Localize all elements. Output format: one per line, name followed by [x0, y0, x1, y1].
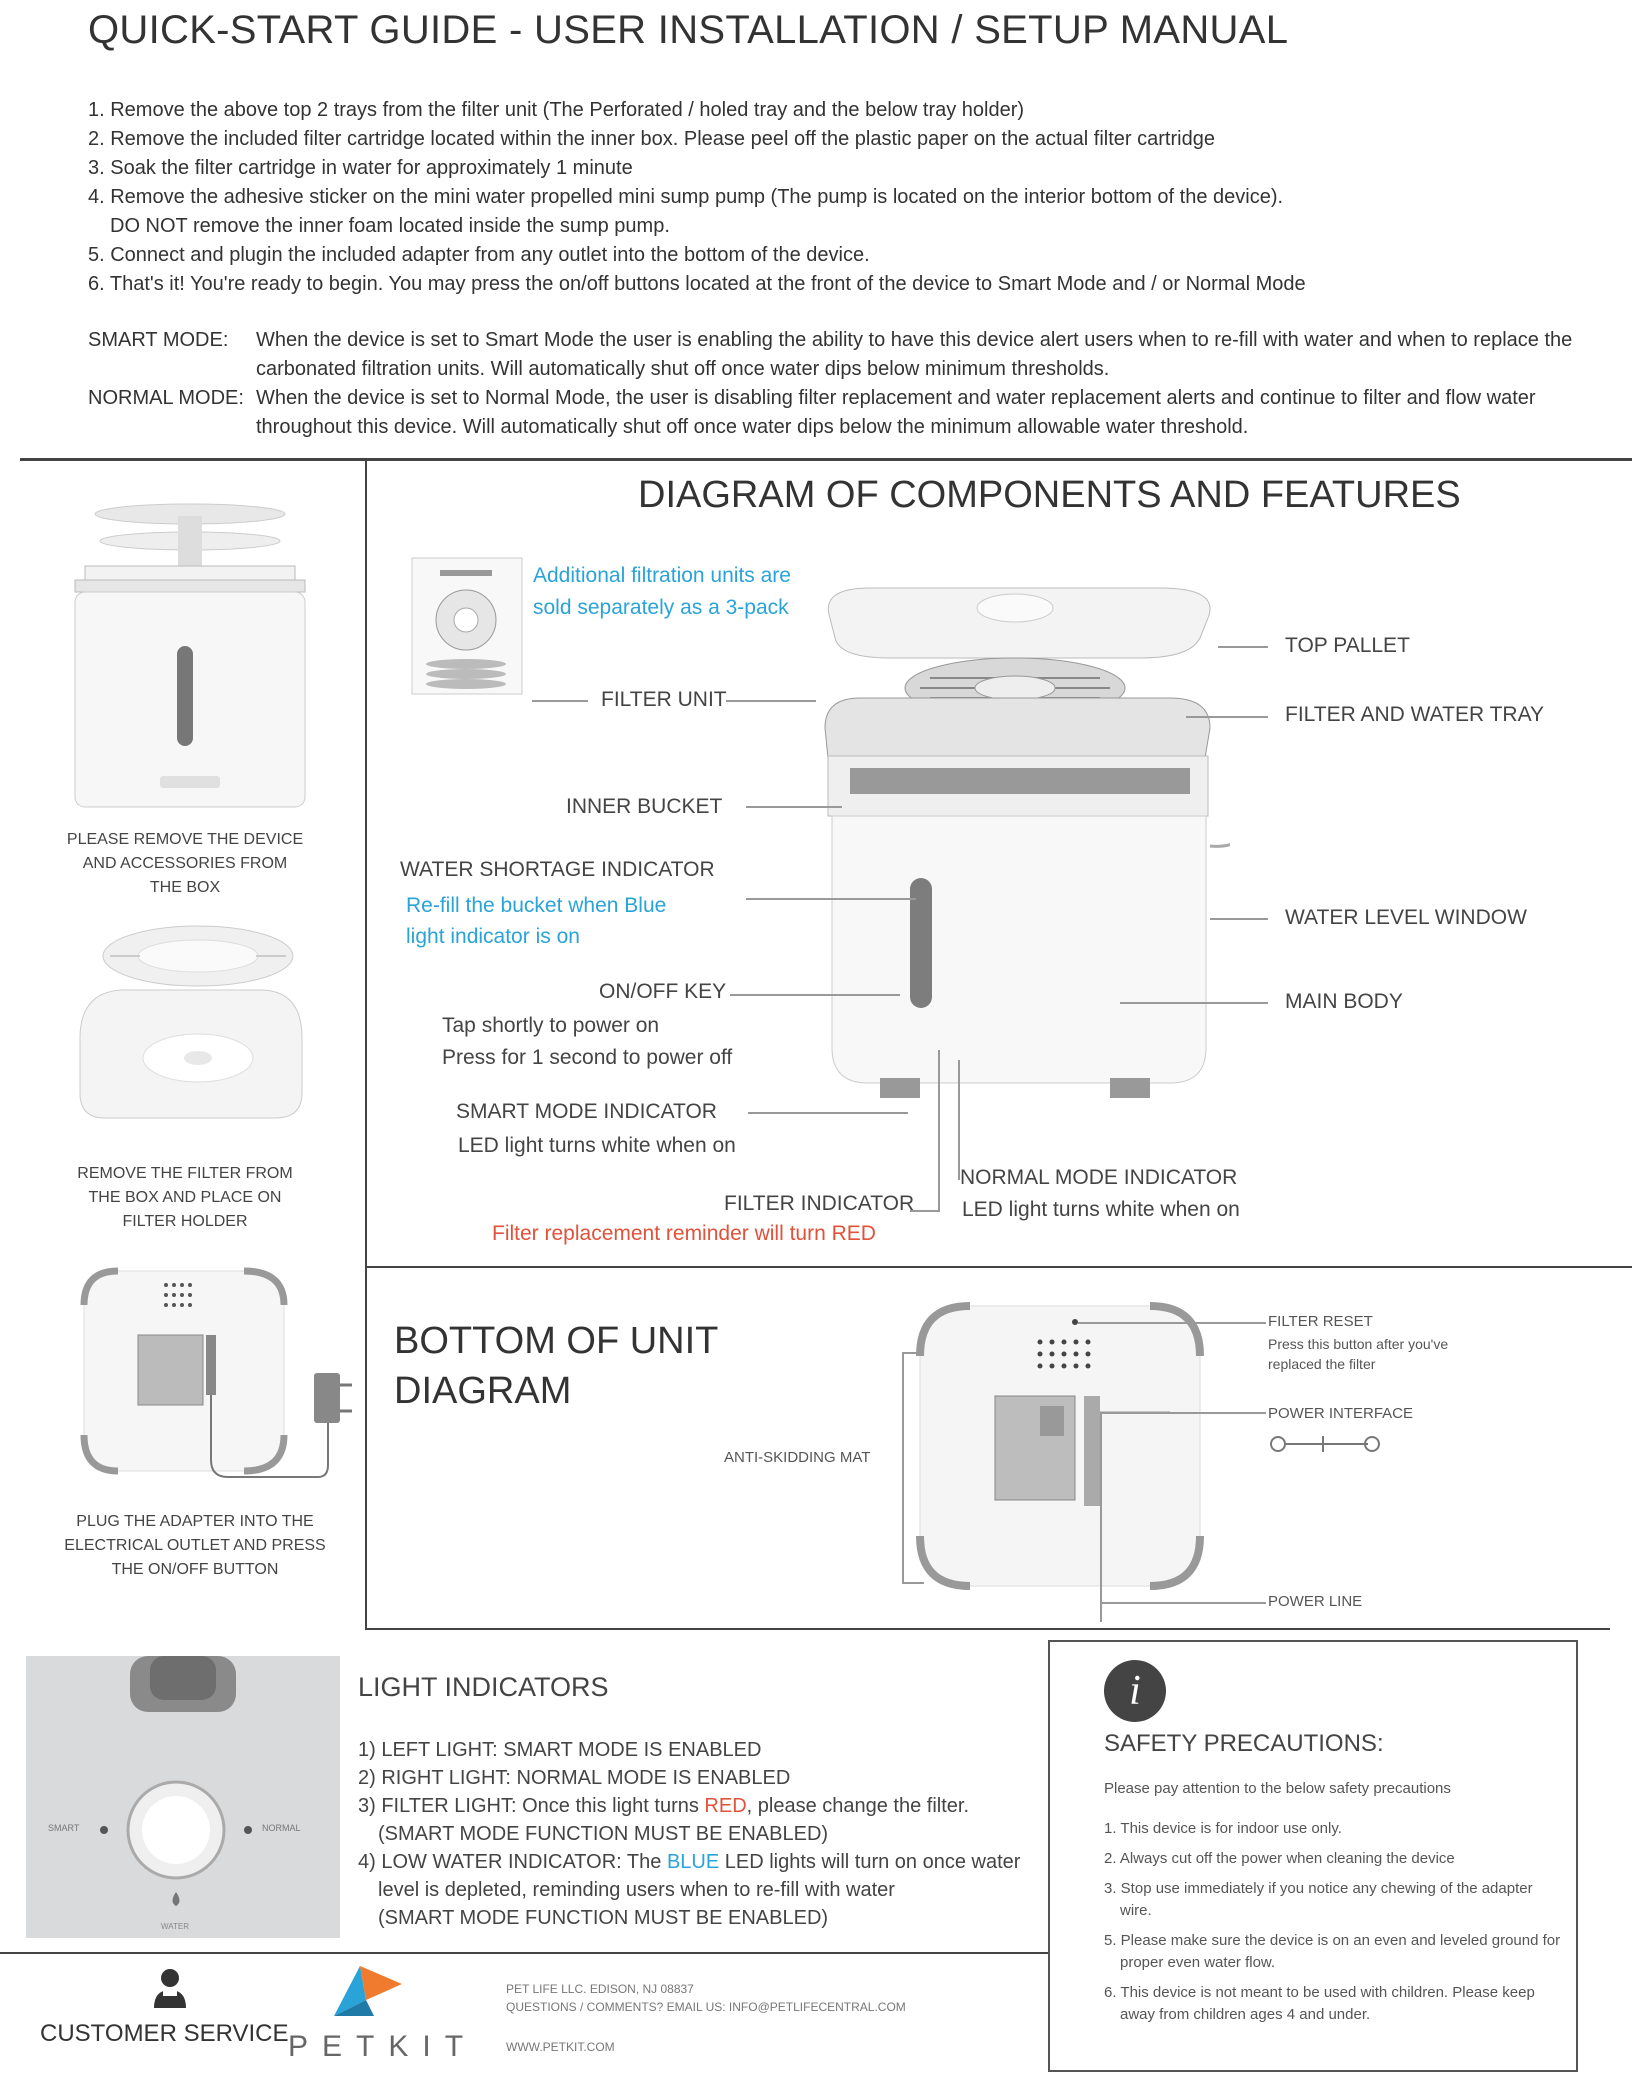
divider-footer — [0, 1952, 1048, 1954]
smart-light-label: SMART — [48, 1823, 80, 1833]
customer-service-label: CUSTOMER SERVICE — [40, 2020, 289, 2047]
light-low-water-note-2: (SMART MODE FUNCTION MUST BE ENABLED) — [378, 1907, 829, 1929]
leader-filter-indicator — [910, 1210, 940, 1212]
step-5: 5. Connect and plugin the included adapter from any outlet into the bottom of the device. — [88, 244, 870, 266]
safety-intro: Please pay attention to the below safety precautions — [1104, 1780, 1451, 1797]
leader-inner-bucket — [746, 806, 842, 808]
setup-steps — [88, 96, 1568, 299]
label-onoff-key: ON/OFF KEY — [599, 980, 727, 1003]
step-4: 4. Remove the adhesive sticker on the mini water propelled mini sump pump (The pump is located on the interior bottom of the device). — [88, 186, 1284, 208]
light-left: 1) LEFT LIGHT: SMART MODE IS ENABLED — [358, 1739, 762, 1761]
label-main-body: MAIN BODY — [1285, 990, 1403, 1013]
step-1: 1. Remove the above top 2 trays from the filter unit (The Perforated / holed tray and the below tray holder) — [88, 99, 1025, 121]
normal-mode-text: When the device is set to Normal Mode, the user is disabling filter replacement and water replacement alerts and continue to filter and flow water throughout this device. Will automatically shut off once water dips below the minimum allowable water threshold. — [256, 387, 1536, 438]
light-indicators-list — [358, 1736, 1058, 1932]
divider-left-column — [365, 458, 367, 1630]
additional-filters-note: Additional filtration units are sold separately as a 3-pack — [533, 564, 791, 619]
label-filter-reset: FILTER RESET — [1268, 1313, 1373, 1330]
normal-mode-row — [88, 384, 1588, 442]
label-anti-skidding-mat: ANTI-SKIDDING MAT — [724, 1449, 871, 1466]
caption-plug-adapter: PLUG THE ADAPTER INTO THE ELECTRICAL OUTLET AND PRESS THE ON/OFF BUTTON — [64, 1513, 326, 1578]
leader-water-level — [1210, 918, 1268, 920]
filter-3pack-illustration — [410, 556, 524, 696]
leader-filter-reset — [1078, 1322, 1266, 1324]
label-power-line: POWER LINE — [1268, 1593, 1363, 1610]
filter-reset-note: Press this button after you've replaced the filter — [1268, 1336, 1449, 1372]
label-filter-indicator: FILTER INDICATOR — [724, 1192, 915, 1215]
step-4-note: DO NOT remove the inner foam located inside the sump pump. — [110, 215, 670, 237]
label-water-level-window: WATER LEVEL WINDOW — [1285, 906, 1527, 929]
smart-mode-label: SMART MODE: — [88, 329, 229, 351]
water-light-label: WATER — [161, 1922, 189, 1931]
leader-power-line — [1100, 1602, 1266, 1604]
smart-mode-text: When the device is set to Smart Mode the user is enabling the ability to have this device alert users when to re-fill with water and when to replace the carbonated filtration units. Will automatically shut off once water dips below minimum thresholds. — [256, 329, 1573, 380]
safety-item: 1. This device is for indoor use only. — [1104, 1820, 1342, 1837]
power-connector-icon — [1268, 1432, 1384, 1456]
footer-email: QUESTIONS / COMMENTS? EMAIL US: INFO@PETLIFECENTRAL.COM — [506, 2000, 906, 2014]
leader-main-body — [1120, 1002, 1268, 1004]
footer-address: PET LIFE LLC. EDISON, NJ 08837 — [506, 1982, 694, 1996]
diagram-title: DIAGRAM OF COMPONENTS AND FEATURES — [638, 474, 1461, 516]
label-power-interface: POWER INTERFACE — [1268, 1405, 1414, 1422]
safety-item: 2. Always cut off the power when cleaning the device — [1104, 1850, 1455, 1867]
leader-filter-indicator-v — [938, 1050, 940, 1210]
leader-power-interface — [1100, 1412, 1266, 1414]
control-panel-illustration — [26, 1656, 340, 1938]
filter-indicator-note: Filter replacement reminder will turn RED — [492, 1222, 876, 1245]
page-title: QUICK-START GUIDE - USER INSTALLATION / SETUP MANUAL — [88, 8, 1289, 52]
device-in-box-illustration — [70, 496, 310, 816]
leader-power-line-v — [1100, 1412, 1102, 1622]
light-filter-note: (SMART MODE FUNCTION MUST BE ENABLED) — [378, 1823, 829, 1845]
leader-antiskid-bracket — [902, 1352, 904, 1582]
label-filter-water-tray: FILTER AND WATER TRAY — [1285, 703, 1545, 726]
light-indicators-title: LIGHT INDICATORS — [358, 1672, 609, 1702]
bottom-diagram-title: BOTTOM OF UNIT DIAGRAM — [394, 1320, 719, 1412]
water-shortage-note: Re-fill the bucket when Blue light indicator is on — [406, 894, 667, 948]
light-filter: 3) FILTER LIGHT: Once this light turns RED, please change the filter. — [358, 1795, 970, 1817]
info-icon: i — [1104, 1660, 1166, 1722]
step-2: 2. Remove the included filter cartridge located within the inner box. Please peel off the plastic paper on the actual filter cartridge — [88, 128, 1215, 150]
step-3: 3. Soak the filter cartridge in water for approximately 1 minute — [88, 157, 633, 179]
petkit-logo-icon — [326, 1960, 406, 2020]
caption-remove-filter: REMOVE THE FILTER FROM THE BOX AND PLACE ON FILTER HOLDER — [77, 1165, 293, 1230]
divider-bottom-diagram — [365, 1628, 1610, 1630]
customer-service-icon — [150, 1966, 190, 2010]
label-filter-unit: FILTER UNIT — [601, 688, 727, 711]
device-bottom-illustration — [900, 1296, 1220, 1596]
leader-antiskid-bottom — [902, 1582, 924, 1584]
normal-light-label: NORMAL — [262, 1823, 301, 1833]
device-exploded-illustration — [810, 578, 1230, 1118]
leader-top-pallet — [1218, 646, 1268, 648]
safety-item: 5. Please make sure the device is on an even and leveled ground for proper even water flow. — [1104, 1932, 1561, 1971]
leader-normal-v — [958, 1060, 960, 1180]
safety-item: 3. Stop use immediately if you notice any chewing of the adapter wire. — [1104, 1880, 1533, 1919]
divider-diagram-bottom — [365, 1266, 1632, 1268]
leader-filter-tray — [1186, 716, 1268, 718]
light-right: 2) RIGHT LIGHT: NORMAL MODE IS ENABLED — [358, 1767, 791, 1789]
smart-mode-row — [88, 326, 1588, 384]
leader-antiskid-top — [902, 1352, 924, 1354]
light-low-water-note: level is depleted, reminding users when to re-fill with water — [378, 1879, 895, 1901]
safety-list — [1104, 1818, 1564, 2034]
normal-indicator-note: LED light turns white when on — [962, 1198, 1240, 1221]
leader-onoff — [730, 994, 900, 996]
safety-item: 6. This device is not meant to be used with children. Please keep away from children ages 4 and under. — [1104, 1984, 1535, 2023]
adapter-plug-illustration — [78, 1265, 358, 1485]
label-normal-indicator: NORMAL MODE INDICATOR — [960, 1166, 1238, 1189]
label-smart-indicator: SMART MODE INDICATOR — [456, 1100, 717, 1123]
leader-water-shortage — [746, 898, 916, 900]
smart-indicator-note: LED light turns white when on — [458, 1134, 736, 1157]
leader-smart — [748, 1112, 908, 1114]
step-6: 6. That's it! You're ready to begin. You may press the on/off buttons located at the front of the device to Smart Mode and / or Normal Mode — [88, 273, 1306, 295]
normal-mode-label: NORMAL MODE: — [88, 387, 244, 409]
mode-descriptions — [88, 326, 1588, 442]
light-indicator-photo — [26, 1656, 340, 1938]
onoff-notes: Tap shortly to power on Press for 1 second to power off — [442, 1014, 733, 1069]
divider-top — [20, 458, 1632, 461]
label-inner-bucket: INNER BUCKET — [566, 795, 723, 818]
label-water-shortage: WATER SHORTAGE INDICATOR — [400, 858, 715, 881]
light-low-water: 4) LOW WATER INDICATOR: The BLUE LED lights will turn on once water — [358, 1851, 1021, 1873]
safety-title: SAFETY PRECAUTIONS: — [1104, 1730, 1384, 1757]
footer-website: WWW.PETKIT.COM — [506, 2040, 615, 2054]
caption-remove-device: PLEASE REMOVE THE DEVICE AND ACCESSORIES FROM THE BOX — [66, 831, 304, 896]
label-top-pallet: TOP PALLET — [1285, 634, 1410, 657]
filter-holder-illustration — [70, 918, 310, 1128]
leader-filter-unit — [532, 700, 588, 702]
petkit-brand-text: PETKIT — [288, 2030, 478, 2063]
leader-filter-unit-2 — [726, 700, 816, 702]
